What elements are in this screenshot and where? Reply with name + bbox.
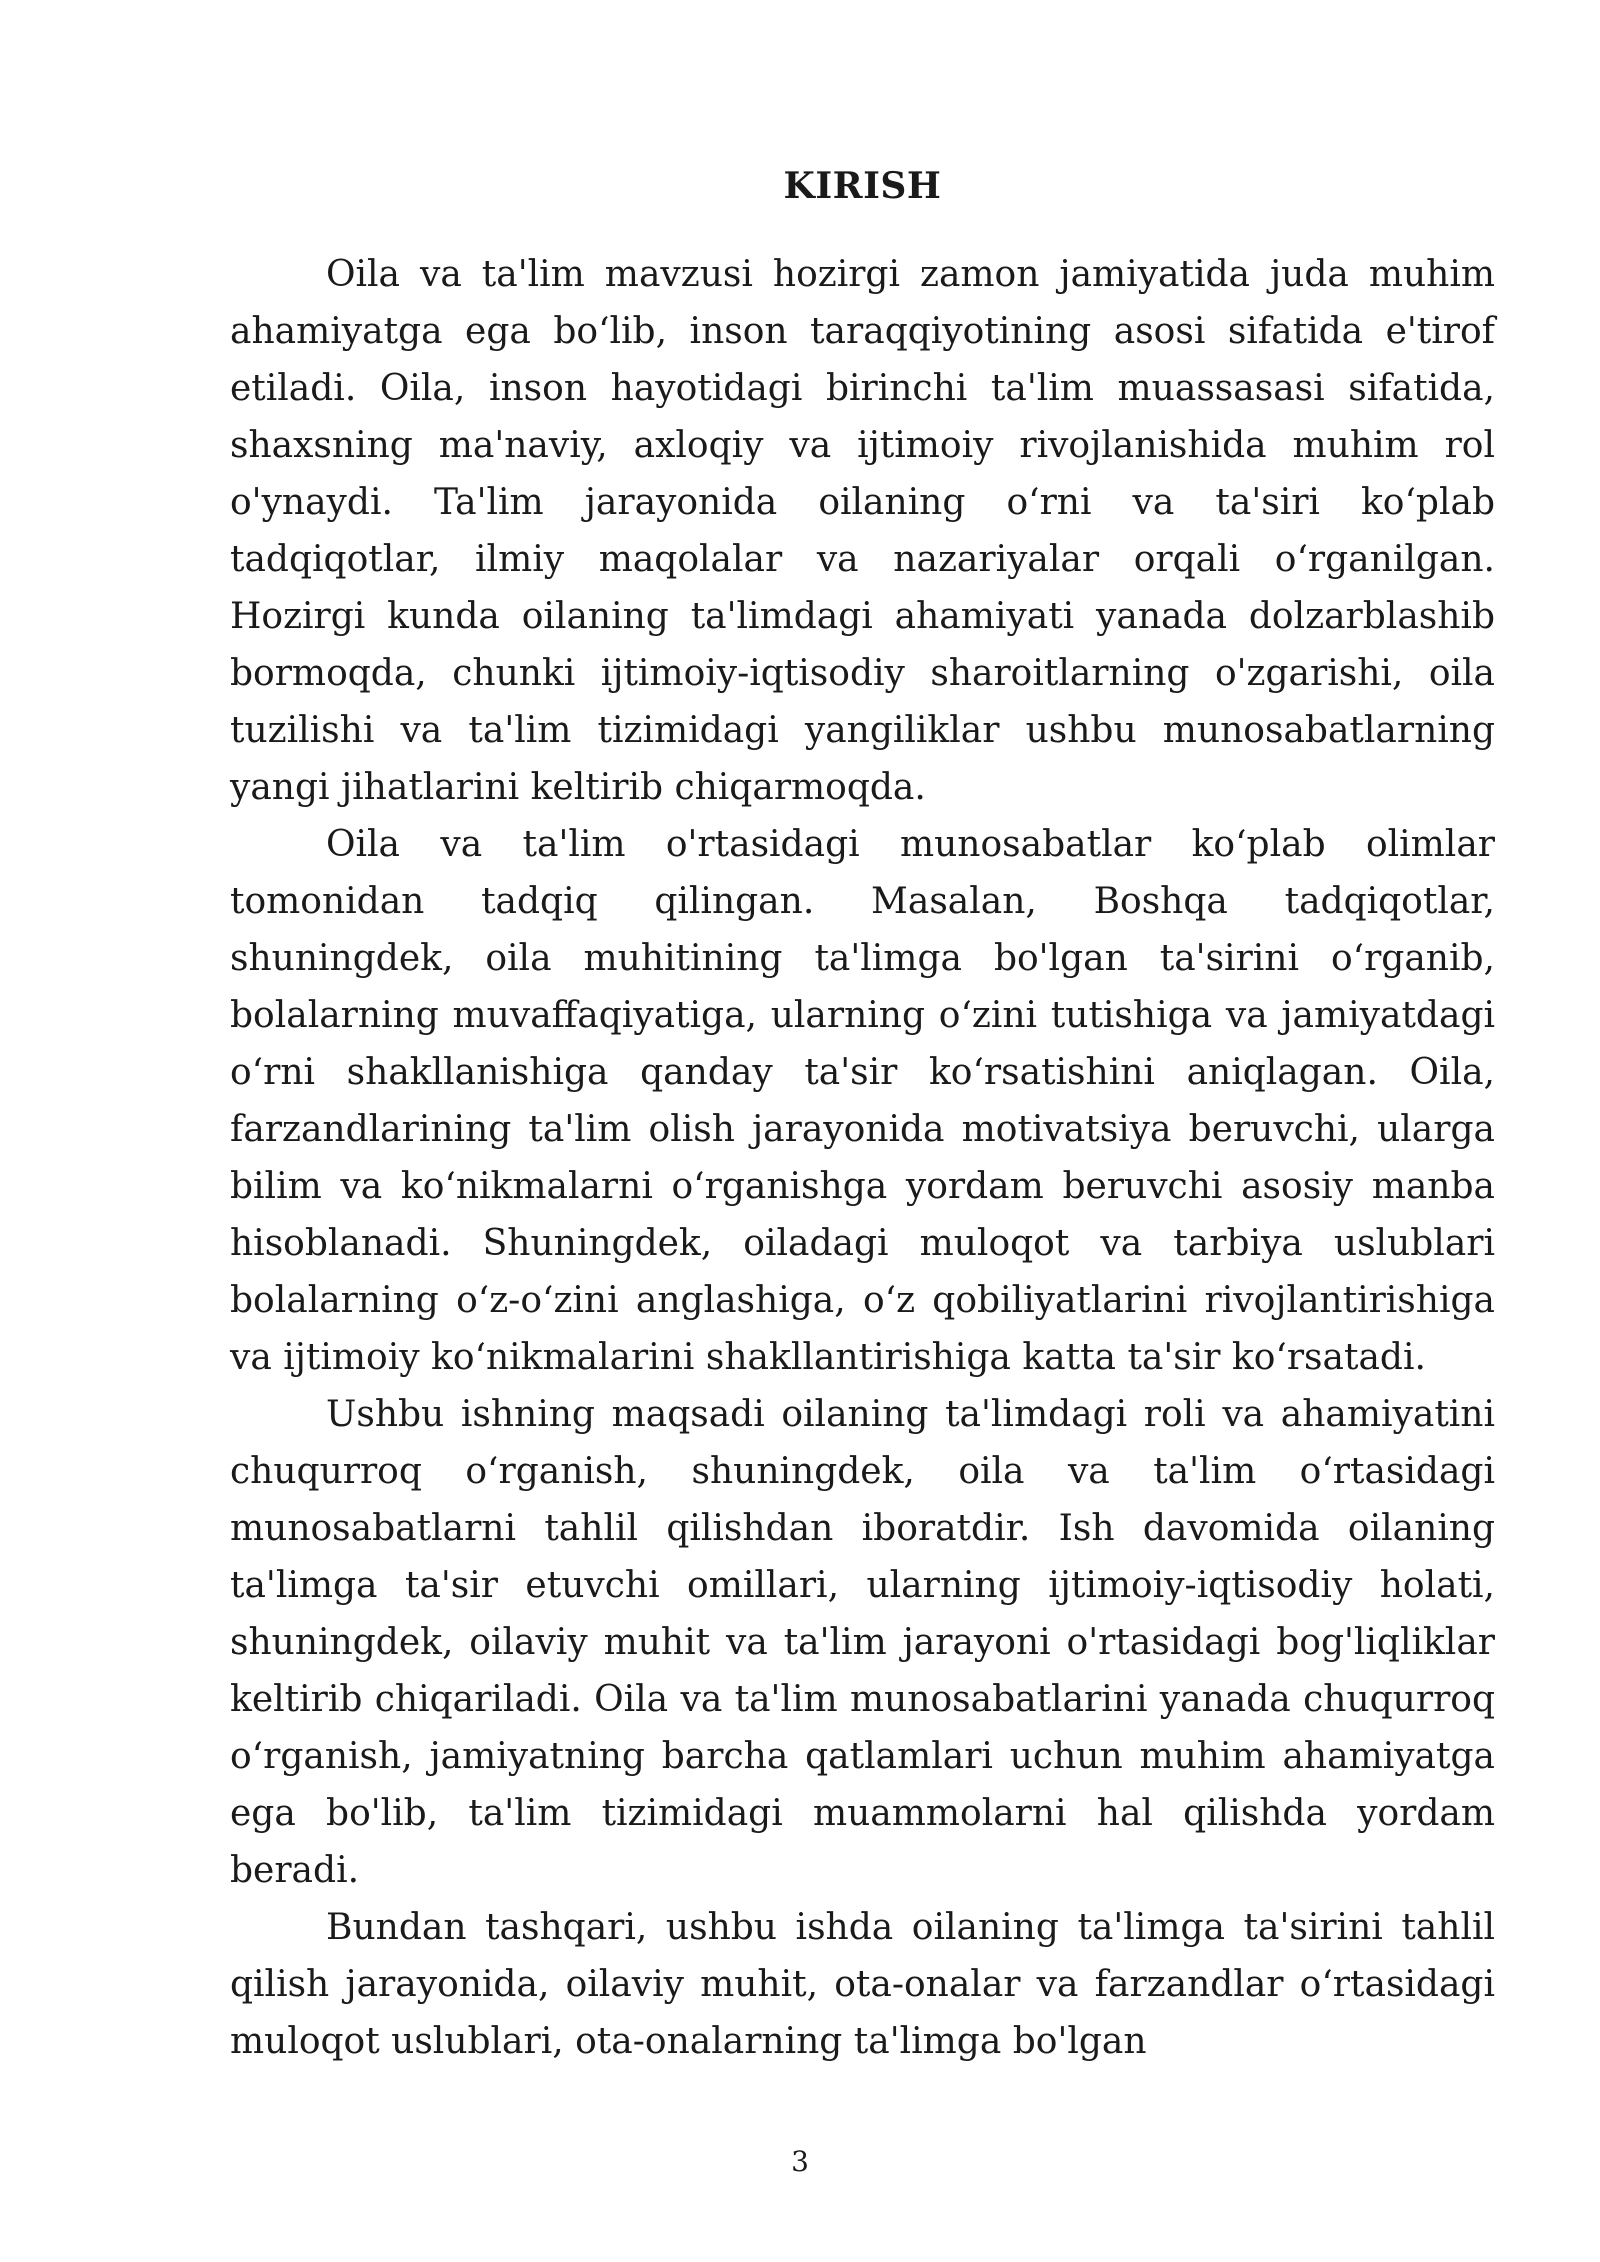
body-text — [230, 246, 1495, 2070]
page-number: 3 — [791, 2145, 809, 2178]
paragraph-3: Ushbu ishning maqsadi oilaning ta'limdagi roli va ahamiyatini chuqurroq oʻrganish, shuningdek, oila va ta'lim oʻrtasidagi munosabatlarni tahlil qilishdan iboratdir. Ish davomida oilaning ta'limga ta'sir etuvchi omillari, ularning ijtimoiy-iqtisodiy holati, shuningdek, oilaviy muhit va ta'lim jarayoni o'rtasidagi bog'liqliklar keltirib chiqariladi. Oila va ta'lim munosabatlarini yanada chuqurroq oʻrganish, jamiyatning barcha qatlamlari uchun muhim ahamiyatga ega bo'lib, ta'lim tizimidagi muammolarni hal qilishda yordam beradi. — [230, 1394, 1495, 1891]
paragraph-4: Bundan tashqari, ushbu ishda oilaning ta'limga ta'sirini tahlil qilish jarayonida, oilaviy muhit, ota-onalar va farzandlar oʻrtasidagi muloqot uslublari, ota-onalarning ta'limga bo'lgan — [230, 1907, 1495, 2062]
section-heading: KIRISH — [783, 165, 942, 207]
paragraph-2: Oila va ta'lim o'rtasidagi munosabatlar koʻplab olimlar tomonidan tadqiq qilingan. Masalan, Boshqa tadqiqotlar, shuningdek, oila muhitining ta'limga bo'lgan ta'sirini oʻrganib, bolalarning muvaffaqiyatiga, ularning oʻzini tutishiga va jamiyatdagi oʻrni shakllanishiga qanday ta'sir koʻrsatishini aniqlagan. Oila, farzandlarining ta'lim olish jarayonida motivatsiya beruvchi, ularga bilim va koʻnikmalarni oʻrganishga yordam beruvchi asosiy manba hisoblanadi. Shuningdek, oiladagi muloqot va tarbiya uslublari bolalarning oʻz-oʻzini anglashiga, oʻz qobiliyatlarini rivojlantirishiga va ijtimoiy koʻnikmalarini shakllantirishiga katta ta'sir koʻrsatadi. — [230, 824, 1495, 1378]
paragraph-1: Oila va ta'lim mavzusi hozirgi zamon jamiyatida juda muhim ahamiyatga ega boʻlib, inson taraqqiyotining asosi sifatida e'tirof etiladi. Oila, inson hayotidagi birinchi ta'lim muassasasi sifatida, shaxsning ma'naviy, axloqiy va ijtimoiy rivojlanishida muhim rol o'ynaydi. Ta'lim jarayonida oilaning oʻrni va ta'siri koʻplab tadqiqotlar, ilmiy maqolalar va nazariyalar orqali oʻrganilgan. Hozirgi kunda oilaning ta'limdagi ahamiyati yanada dolzarblashib bormoqda, chunki ijtimoiy-iqtisodiy sharoitlarning o'zgarishi, oila tuzilishi va ta'lim tizimidagi yangiliklar ushbu munosabatlarning yangi jihatlarini keltirib chiqarmoqda. — [230, 254, 1495, 808]
